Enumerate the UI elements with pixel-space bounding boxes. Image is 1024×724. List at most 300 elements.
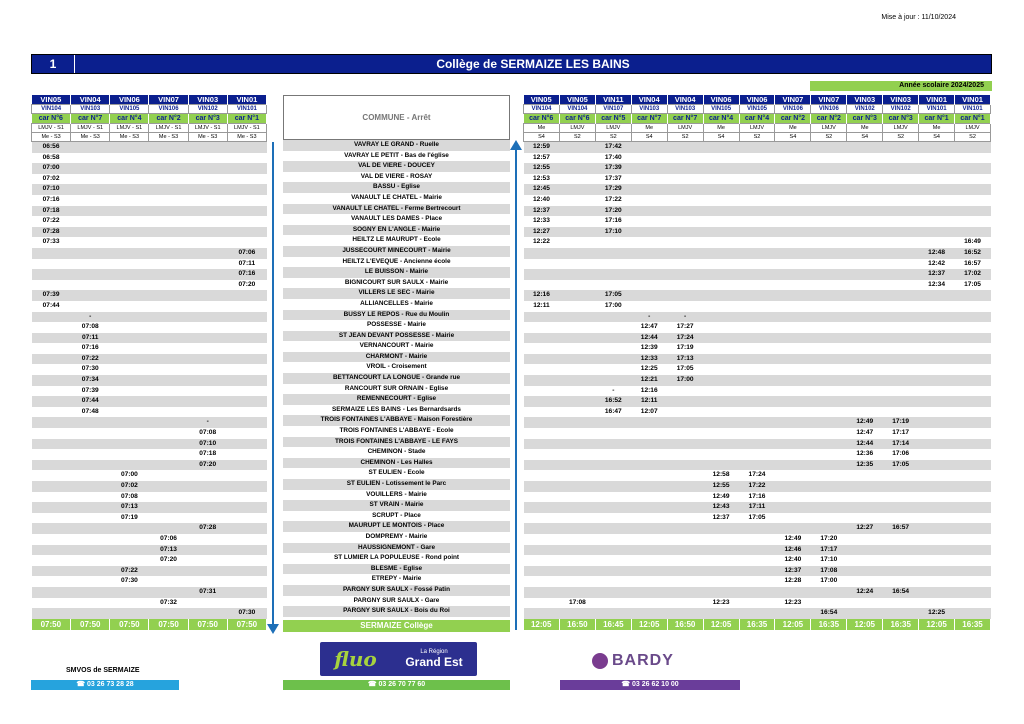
time-cell	[775, 269, 811, 280]
time-cell	[188, 280, 227, 291]
table-row	[32, 587, 267, 598]
time-cell	[775, 375, 811, 386]
time-cell: 16:57	[883, 523, 919, 534]
time-cell	[188, 545, 227, 556]
time-cell	[919, 195, 955, 206]
stop-row	[283, 299, 510, 310]
time-cell	[110, 227, 149, 238]
time-cell	[847, 248, 883, 259]
time-cell	[883, 566, 919, 577]
time-cell	[32, 428, 71, 439]
time-cell	[559, 364, 595, 375]
time-cell	[955, 206, 991, 217]
stop-row	[283, 394, 510, 405]
time-cell	[559, 354, 595, 365]
time-cell	[775, 312, 811, 323]
time-cell	[631, 545, 667, 556]
stop-name: VOUILLERS - Mairie	[283, 490, 510, 501]
time-cell	[595, 333, 631, 344]
time-cell	[227, 396, 266, 407]
stop-row	[283, 362, 510, 373]
time-cell	[32, 513, 71, 524]
time-cell	[559, 290, 595, 301]
time-cell: 07:31	[188, 587, 227, 598]
time-cell	[524, 449, 560, 460]
stop-name: ST EULIEN - Lotissement le Parc	[283, 479, 510, 490]
time-cell	[919, 386, 955, 397]
stop-row	[283, 426, 510, 437]
time-cell	[32, 523, 71, 534]
time-cell	[667, 206, 703, 217]
time-cell	[227, 523, 266, 534]
stop-row	[283, 151, 510, 162]
time-cell	[71, 259, 110, 270]
stop-row	[283, 606, 510, 617]
time-cell: 17:00	[667, 375, 703, 386]
stop-name: DOMPREMY - Mairie	[283, 532, 510, 543]
time-cell	[775, 481, 811, 492]
table-row	[524, 608, 991, 619]
time-cell	[71, 142, 110, 153]
header-car-cell: car N°3	[883, 114, 919, 124]
time-cell	[227, 566, 266, 577]
time-cell	[595, 322, 631, 333]
time-cell: 17:29	[595, 184, 631, 195]
arrival-time-cell: 12:05	[775, 619, 811, 630]
stop-row	[283, 384, 510, 395]
time-cell	[775, 153, 811, 164]
time-cell	[524, 333, 560, 344]
header-vin-cell: VIN05	[524, 95, 560, 105]
stop-row	[283, 182, 510, 193]
stop-name: CHARMONT - Mairie	[283, 352, 510, 363]
school-year: Année scolaire 2024/2025	[810, 81, 992, 91]
time-cell	[149, 343, 188, 354]
time-cell: 12:47	[847, 428, 883, 439]
time-cell	[739, 417, 775, 428]
time-cell	[811, 184, 847, 195]
stop-row	[283, 246, 510, 257]
time-cell: 17:00	[595, 301, 631, 312]
table-row	[524, 163, 991, 174]
time-cell	[631, 174, 667, 185]
time-cell	[955, 502, 991, 513]
time-cell	[811, 312, 847, 323]
time-cell	[32, 375, 71, 386]
time-cell	[110, 386, 149, 397]
time-cell	[188, 492, 227, 503]
stop-name: VAL DE VIERE - DOUCEY	[283, 161, 510, 172]
time-cell	[811, 290, 847, 301]
time-cell	[595, 428, 631, 439]
time-cell	[667, 534, 703, 545]
time-cell	[188, 216, 227, 227]
time-cell	[775, 428, 811, 439]
time-cell: 12:59	[524, 142, 560, 153]
header-car-cell: car N°6	[32, 114, 71, 124]
table-row	[32, 576, 267, 587]
time-cell	[955, 407, 991, 418]
time-cell	[32, 417, 71, 428]
time-cell	[811, 269, 847, 280]
table-row	[32, 195, 267, 206]
header-vinc-cell: VIN103	[667, 105, 703, 114]
time-cell	[149, 428, 188, 439]
arrival-time-cell: 07:50	[149, 619, 188, 630]
time-cell	[149, 587, 188, 598]
time-cell: 12:40	[524, 195, 560, 206]
time-cell	[847, 343, 883, 354]
time-cell	[524, 312, 560, 323]
time-cell	[919, 206, 955, 217]
table-row	[32, 364, 267, 375]
time-cell	[667, 396, 703, 407]
time-cell	[559, 312, 595, 323]
time-cell	[71, 206, 110, 217]
time-cell	[71, 545, 110, 556]
time-cell	[559, 259, 595, 270]
time-cell: 16:54	[883, 587, 919, 598]
header-vinc-cell: VIN105	[110, 105, 149, 114]
time-cell: 16:54	[811, 608, 847, 619]
arrow-down-icon	[267, 624, 279, 634]
header-vin-cell: VIN01	[955, 95, 991, 105]
time-cell	[955, 534, 991, 545]
time-cell	[667, 259, 703, 270]
time-cell: 07:08	[110, 492, 149, 503]
time-cell	[703, 523, 739, 534]
stop-name: SOGNY EN L'ANGLE - Mairie	[283, 225, 510, 236]
time-cell	[227, 417, 266, 428]
time-cell: 07:34	[71, 375, 110, 386]
time-cell	[919, 227, 955, 238]
table-row	[32, 333, 267, 344]
region-wordmark	[405, 649, 462, 669]
time-cell	[631, 576, 667, 587]
stop-row	[283, 320, 510, 331]
time-cell	[524, 587, 560, 598]
time-cell	[955, 227, 991, 238]
header-days2-cell: Me - S3	[71, 133, 110, 142]
time-cell	[883, 216, 919, 227]
time-cell	[524, 566, 560, 577]
table-row	[32, 492, 267, 503]
table-row	[524, 428, 991, 439]
stop-row	[283, 373, 510, 384]
time-cell	[811, 386, 847, 397]
time-cell	[955, 608, 991, 619]
time-cell	[32, 269, 71, 280]
time-cell	[71, 481, 110, 492]
time-cell	[847, 322, 883, 333]
time-cell: 17:05	[883, 460, 919, 471]
time-cell	[188, 481, 227, 492]
time-cell	[559, 534, 595, 545]
time-cell	[847, 566, 883, 577]
line-number: 1	[32, 55, 75, 73]
time-cell	[32, 566, 71, 577]
footer-row	[524, 619, 991, 630]
stop-name: VAVRAY LE GRAND - Ruelle	[283, 140, 510, 151]
time-cell	[595, 513, 631, 524]
time-cell	[919, 184, 955, 195]
time-cell	[919, 534, 955, 545]
time-cell	[188, 322, 227, 333]
time-cell: -	[631, 312, 667, 323]
time-cell	[667, 290, 703, 301]
table-row	[524, 301, 991, 312]
time-cell	[739, 428, 775, 439]
time-cell	[559, 492, 595, 503]
time-cell	[595, 566, 631, 577]
header-days1-cell: LMJV	[559, 124, 595, 133]
time-cell	[32, 396, 71, 407]
arrow-up-line	[515, 148, 517, 630]
bardy-wordmark: BARDY	[612, 652, 674, 669]
time-cell	[559, 481, 595, 492]
stop-name: VROIL - Croisement	[283, 362, 510, 373]
time-cell	[703, 608, 739, 619]
time-cell	[188, 290, 227, 301]
time-cell	[847, 142, 883, 153]
time-cell: 17:14	[883, 439, 919, 450]
time-cell	[595, 312, 631, 323]
phone-smvos: ☎ 03 26 73 28 28	[31, 680, 179, 690]
time-cell	[188, 227, 227, 238]
table-row	[32, 163, 267, 174]
time-cell	[110, 153, 149, 164]
time-cell	[227, 407, 266, 418]
time-cell	[811, 364, 847, 375]
footer-row	[32, 619, 267, 630]
time-cell	[883, 386, 919, 397]
header-vin-cell: VIN04	[667, 95, 703, 105]
time-cell	[631, 566, 667, 577]
time-cell	[703, 343, 739, 354]
time-cell	[559, 280, 595, 291]
time-cell	[667, 301, 703, 312]
time-cell: 12:11	[631, 396, 667, 407]
time-cell	[227, 153, 266, 164]
time-cell	[32, 449, 71, 460]
table-row	[32, 407, 267, 418]
time-cell	[188, 195, 227, 206]
header-car-cell: car N°1	[955, 114, 991, 124]
time-cell	[883, 248, 919, 259]
time-cell	[71, 439, 110, 450]
time-cell	[71, 492, 110, 503]
table-row	[32, 396, 267, 407]
time-cell	[71, 598, 110, 609]
time-cell	[227, 492, 266, 503]
time-cell: 17:11	[739, 502, 775, 513]
header-days2-cell: S4	[631, 133, 667, 142]
time-cell	[227, 513, 266, 524]
time-cell	[110, 174, 149, 185]
time-cell	[32, 608, 71, 619]
time-cell	[847, 259, 883, 270]
time-cell	[71, 237, 110, 248]
phone-fluo: ☎ 03 26 70 77 60	[283, 680, 510, 690]
time-cell	[188, 184, 227, 195]
time-cell	[667, 555, 703, 566]
time-cell	[955, 598, 991, 609]
time-cell	[703, 301, 739, 312]
time-cell: 12:25	[919, 608, 955, 619]
time-cell: 17:13	[667, 354, 703, 365]
time-cell: 07:06	[227, 248, 266, 259]
time-cell	[811, 407, 847, 418]
time-cell	[149, 333, 188, 344]
time-cell	[227, 364, 266, 375]
header-row-days2	[32, 133, 267, 142]
stop-row	[283, 235, 510, 246]
time-cell	[847, 163, 883, 174]
header-vin-cell: VIN03	[883, 95, 919, 105]
time-cell	[811, 396, 847, 407]
time-cell	[110, 184, 149, 195]
stop-name: BUSSY LE REPOS - Rue du Moulin	[283, 310, 510, 321]
header-days2-cell: S4	[919, 133, 955, 142]
time-cell	[227, 439, 266, 450]
time-cell	[811, 354, 847, 365]
time-cell	[847, 216, 883, 227]
time-cell	[883, 269, 919, 280]
stop-name: POSSESSE - Mairie	[283, 320, 510, 331]
table-row	[524, 545, 991, 556]
header-days2-cell: S2	[667, 133, 703, 142]
time-cell: 17:10	[811, 555, 847, 566]
time-cell	[775, 502, 811, 513]
time-cell	[188, 375, 227, 386]
time-cell	[739, 354, 775, 365]
table-row	[32, 470, 267, 481]
stop-name: MAURUPT LE MONTOIS - Place	[283, 521, 510, 532]
time-cell	[227, 174, 266, 185]
time-cell	[739, 195, 775, 206]
time-cell	[883, 174, 919, 185]
time-cell	[227, 576, 266, 587]
time-cell	[919, 216, 955, 227]
header-vinc-cell: VIN103	[631, 105, 667, 114]
time-cell	[110, 534, 149, 545]
time-cell: 17:05	[955, 280, 991, 291]
time-cell	[847, 481, 883, 492]
header-vin-cell: VIN06	[110, 95, 149, 105]
time-cell	[667, 449, 703, 460]
time-cell	[188, 555, 227, 566]
time-cell	[883, 290, 919, 301]
time-cell	[110, 269, 149, 280]
time-cell	[227, 460, 266, 471]
arrival-time-cell: 16:45	[595, 619, 631, 630]
time-cell	[559, 174, 595, 185]
time-cell	[811, 174, 847, 185]
time-cell	[739, 598, 775, 609]
time-cell	[739, 280, 775, 291]
time-cell	[188, 386, 227, 397]
time-cell	[631, 280, 667, 291]
time-cell	[524, 534, 560, 545]
stop-name: CHEMINON - Les Halles	[283, 458, 510, 469]
time-cell	[847, 227, 883, 238]
time-cell	[919, 566, 955, 577]
time-cell	[811, 523, 847, 534]
time-cell: 17:27	[667, 322, 703, 333]
time-cell	[811, 248, 847, 259]
time-cell: 12:55	[703, 481, 739, 492]
table-row	[524, 555, 991, 566]
table-row	[524, 153, 991, 164]
time-cell	[739, 396, 775, 407]
time-cell	[847, 364, 883, 375]
time-cell: 07:30	[110, 576, 149, 587]
time-cell	[71, 428, 110, 439]
time-cell	[559, 396, 595, 407]
time-cell: 17:19	[883, 417, 919, 428]
table-row	[524, 312, 991, 323]
time-cell	[775, 364, 811, 375]
time-cell	[847, 545, 883, 556]
time-cell	[883, 396, 919, 407]
time-cell	[631, 428, 667, 439]
header-days1-cell: LMJV - S1	[188, 124, 227, 133]
arrival-time-cell: 07:50	[32, 619, 71, 630]
time-cell	[110, 206, 149, 217]
time-cell: 12:43	[703, 502, 739, 513]
time-cell	[149, 481, 188, 492]
table-row	[524, 492, 991, 503]
stop-name: VAVRAY LE PETIT - Bas de l'église	[283, 151, 510, 162]
time-cell: 07:44	[32, 301, 71, 312]
time-cell	[775, 227, 811, 238]
time-cell	[847, 195, 883, 206]
arrival-time-cell: 07:50	[188, 619, 227, 630]
time-cell: 07:20	[188, 460, 227, 471]
time-cell	[188, 598, 227, 609]
phone-bardy: ☎ 03 26 62 10 00	[560, 680, 740, 690]
time-cell	[955, 354, 991, 365]
table-row	[524, 259, 991, 270]
time-cell: 07:06	[149, 534, 188, 545]
table-row	[32, 269, 267, 280]
time-cell	[811, 439, 847, 450]
time-cell	[775, 333, 811, 344]
table-row	[32, 206, 267, 217]
time-cell	[71, 502, 110, 513]
time-cell: 07:11	[71, 333, 110, 344]
time-cell	[71, 608, 110, 619]
time-cell	[631, 153, 667, 164]
time-cell	[595, 534, 631, 545]
time-cell	[667, 566, 703, 577]
time-cell	[559, 566, 595, 577]
time-cell	[110, 364, 149, 375]
time-cell: 07:00	[110, 470, 149, 481]
time-cell	[919, 428, 955, 439]
time-cell	[955, 513, 991, 524]
time-cell	[149, 184, 188, 195]
time-cell	[883, 555, 919, 566]
table-row	[524, 343, 991, 354]
time-cell	[227, 227, 266, 238]
time-cell	[32, 598, 71, 609]
time-cell	[559, 608, 595, 619]
time-cell	[703, 259, 739, 270]
arrival-time-cell: 07:50	[71, 619, 110, 630]
time-cell	[188, 513, 227, 524]
time-cell	[847, 206, 883, 217]
